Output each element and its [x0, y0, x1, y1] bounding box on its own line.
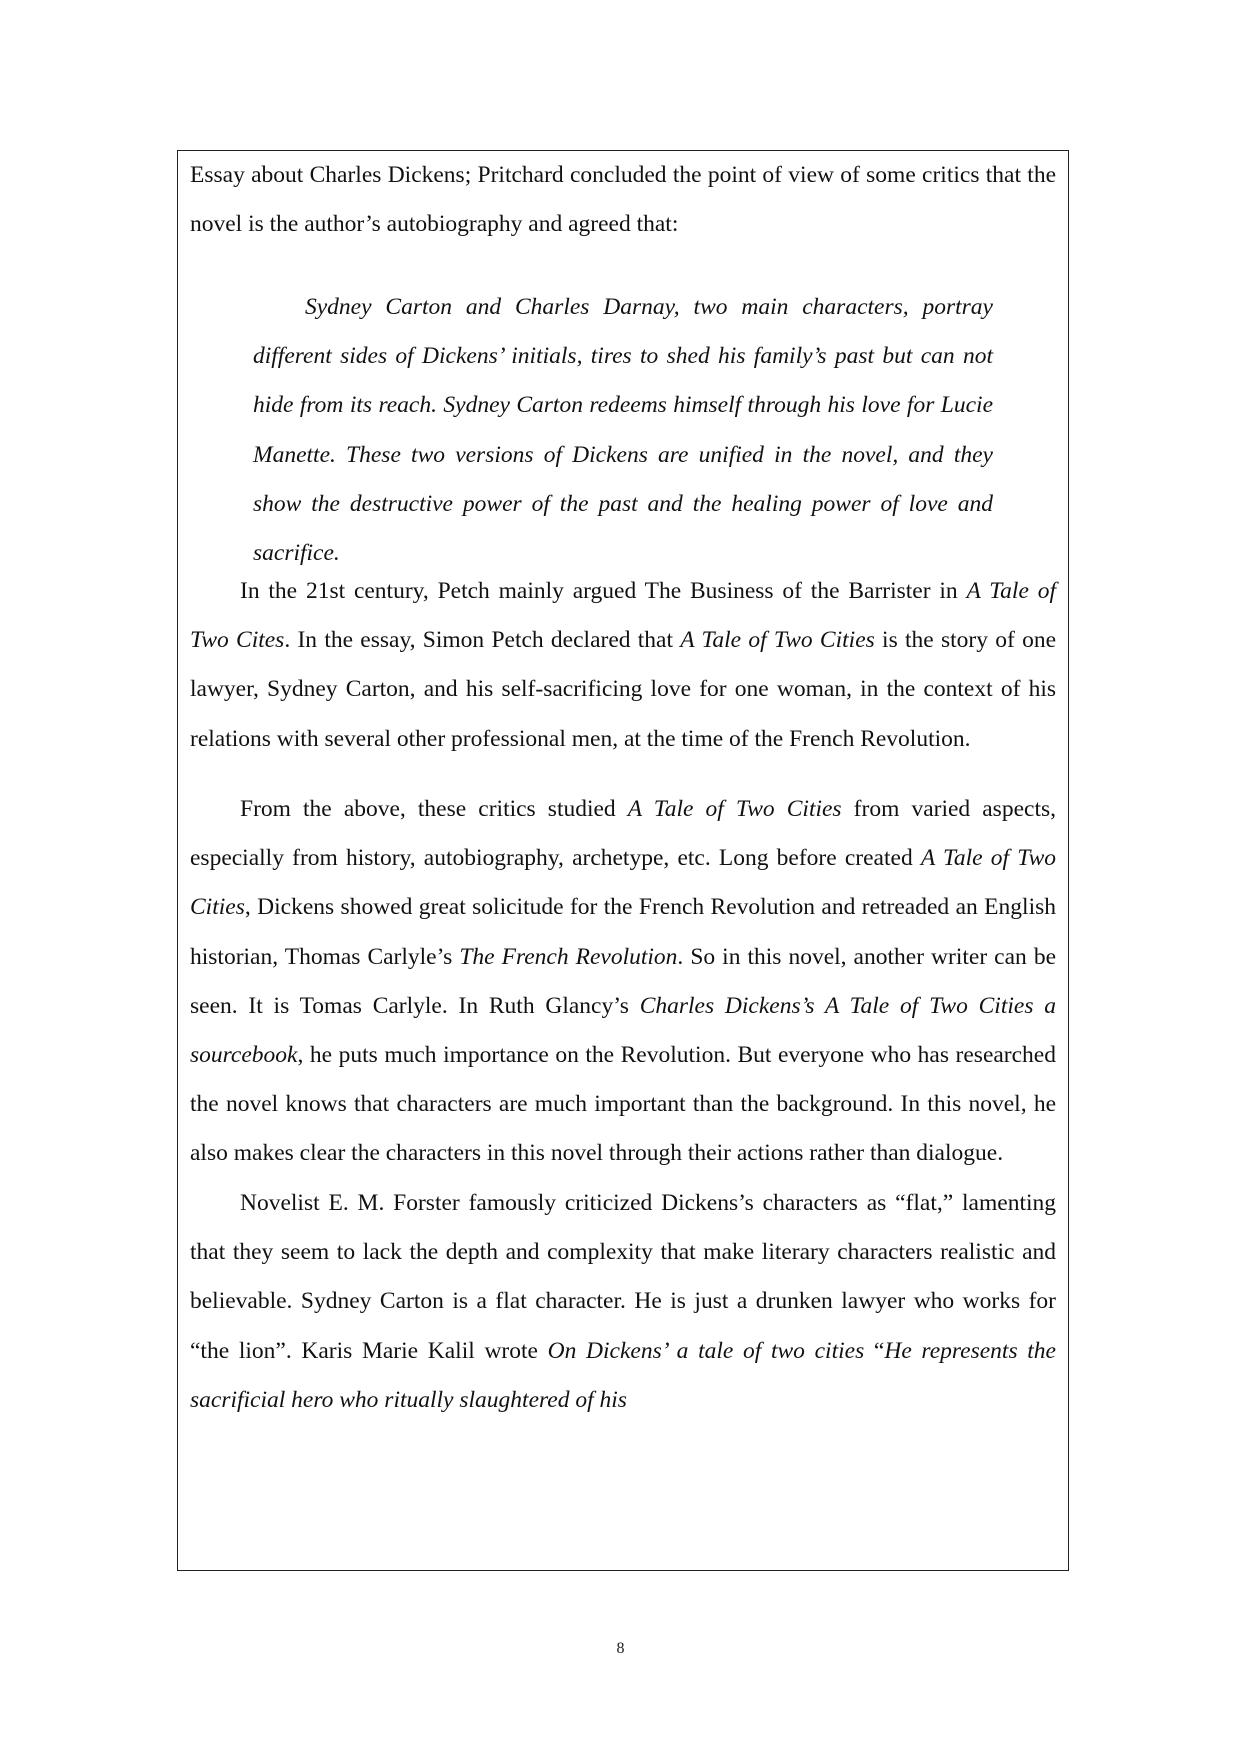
page-number: 8 [616, 1640, 625, 1657]
paragraph-forster [190, 1179, 1056, 1425]
text-run: is the story of one lawyer, Sydney Carton, and his self-sacrificing love for one woman, in the context of his relations with several other professional men, at the time of the French Revolution. [190, 627, 1057, 752]
italic-title: He represents the sacrificial hero who ritually slaughtered of his [190, 1337, 1056, 1413]
text-run: . So in this novel, another writer can be seen. It is Tomas Carlyle. In Ruth Glancy’s [190, 943, 1056, 1019]
italic-title: On Dickens’ a tale of two cities [547, 1337, 865, 1364]
paragraph-intro [190, 151, 1056, 249]
text-run: Sydney Carton and Charles Darnay, two main characters, portray different sides of Dickens’ initials, tires to shed his family’s past but can not hide from its reach. Sydney Carton redeems himself through his love for Lucie Manette. These two versions of Dickens are unified in the novel, and they show the destructive power of the past and the healing power of love and sacrifice. [253, 294, 993, 567]
italic-title: A Tale of Two Cities [680, 627, 875, 654]
paragraph-critics [190, 785, 1056, 1179]
text-run: . In the essay, Simon Petch declared that [284, 627, 681, 654]
text-run: In the 21st century, Petch mainly argued The Business of the Barrister in [240, 578, 967, 604]
italic-title: A Tale of Two Cites [190, 578, 1056, 654]
text-run: , he puts much importance on the Revolution. But everyone who has researched the novel knows that characters are much important than the background. In this novel, he also makes clear the characters in this novel through their actions rather than dialogue. [190, 1042, 1056, 1167]
text-run: , Dickens showed great solicitude for the French Revolution and retreaded an English historian, Thomas Carlyle’s [190, 894, 1056, 970]
text-run: from varied aspects, especially from history, autobiography, archetype, etc. Long before created [190, 796, 1056, 872]
italic-title: A Tale of Two Cities [190, 845, 1056, 921]
text-run: Essay about Charles Dickens; Pritchard concluded the point of view of some critics that the novel is the author’s autobiography and agreed that: [190, 162, 1056, 238]
italic-title: A Tale of Two Cities [627, 796, 842, 822]
text-run: “ [864, 1337, 885, 1364]
paragraph-petch [190, 567, 1056, 764]
block-quote [253, 283, 993, 578]
text-run: Novelist E. M. Forster famously criticized Dickens’s characters as “flat,” lamenting that they seem to lack the depth and complexity that make literary characters realistic and believable. Sydney Carton is a flat character. He is just a drunken lawyer who works for “the lion”. Karis Marie Kalil wrote [190, 1190, 1056, 1364]
italic-title: The French Revolution [459, 943, 678, 970]
italic-title: Charles Dickens’s A Tale of Two Cities a sourcebook [190, 992, 1056, 1069]
text-frame [177, 150, 1069, 1571]
text-run: From the above, these critics studied [240, 796, 628, 822]
